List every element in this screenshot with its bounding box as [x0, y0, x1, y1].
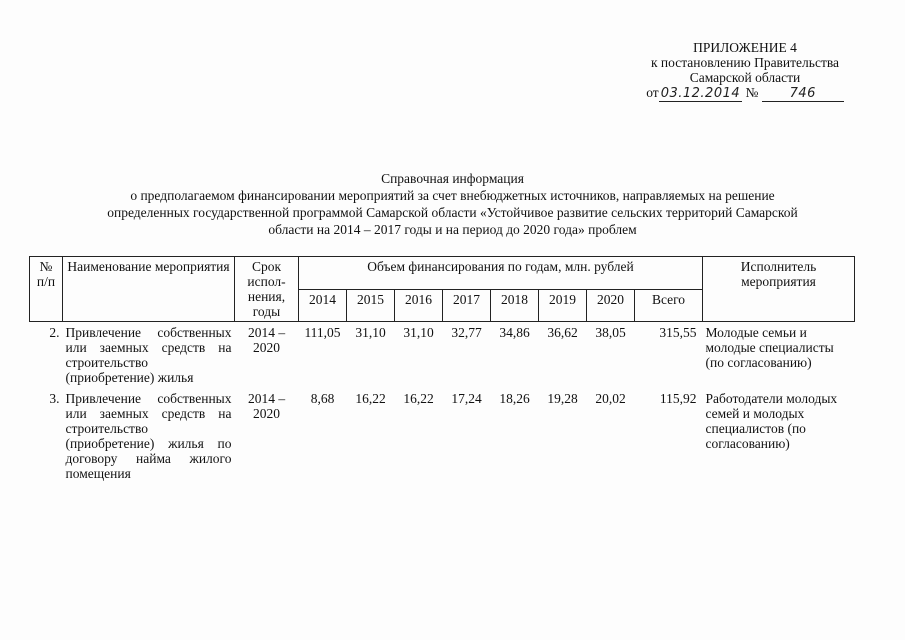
- row-executor: Работодатели молодых семей и молодых специалистов (по согласованию): [705, 391, 838, 451]
- row-period: 2014 – 2020: [247, 391, 286, 421]
- header-year: 2018: [491, 289, 539, 322]
- header-year: 2014: [299, 289, 347, 322]
- row-value: 31,10: [355, 325, 386, 340]
- row-value: 32,77: [451, 325, 482, 340]
- row-value: 8,68: [310, 391, 335, 406]
- number-label: №: [745, 85, 759, 100]
- row-total: 315,55: [659, 325, 697, 340]
- row-value: 18,26: [499, 391, 530, 406]
- row-value: 19,28: [547, 391, 578, 406]
- row-value: 16,22: [355, 391, 386, 406]
- header-name: Наименование мероприятия: [63, 257, 235, 322]
- header-num: № п/п: [30, 257, 63, 322]
- heading-line-2: о предполагаемом финансировании мероприятий за счет внебюджетных источников, направляемых на решение: [130, 188, 775, 203]
- row-name: Привлечение собственных или заемных средств на строительство (приобретение) жилья: [65, 325, 232, 385]
- heading-line-1: Справочная информация: [381, 171, 524, 186]
- appendix-line-resolution: к постановлению Правительства: [650, 55, 840, 70]
- handwritten-date: 03.12.2014: [660, 86, 741, 101]
- row-total: 115,92: [659, 391, 697, 406]
- date-from-label: от: [646, 85, 659, 100]
- header-year: 2017: [443, 289, 491, 322]
- header-financing: Объем финансирования по годам, млн. рублей: [299, 257, 703, 290]
- appendix-title: ПРИЛОЖЕНИЕ 4: [693, 40, 797, 55]
- appendix-block: [600, 40, 890, 102]
- row-value: 111,05: [304, 325, 341, 340]
- row-value: 20,02: [595, 391, 626, 406]
- row-name: Привлечение собственных или заемных средств на строительство (приобретение) жилья по договору найма жилого помещения: [65, 391, 232, 481]
- header-year: 2020: [587, 289, 635, 322]
- heading-line-3: определенных государственной программой Самарской области «Устойчивое развитие сельских территорий Самарской: [107, 205, 798, 220]
- row-period: 2014 – 2020: [247, 325, 286, 355]
- appendix-date-row: [600, 85, 890, 102]
- row-executor: Молодые семьи и молодые специалисты (по согласованию): [705, 325, 834, 370]
- appendix-line-region: Самарской области: [689, 70, 801, 85]
- row-value: 36,62: [547, 325, 578, 340]
- row-value: 16,22: [403, 391, 434, 406]
- row-num: 3.: [49, 391, 60, 406]
- document-heading: [40, 170, 865, 238]
- heading-line-4: области на 2014 – 2017 годы и на период до 2020 года» проблем: [268, 222, 637, 237]
- header-year: 2015: [347, 289, 395, 322]
- row-value: 31,10: [403, 325, 434, 340]
- header-year: 2016: [395, 289, 443, 322]
- handwritten-number: 746: [762, 86, 844, 102]
- table-row: [30, 388, 855, 484]
- header-period: Срок испол-нения, годы: [235, 257, 299, 322]
- row-value: 34,86: [499, 325, 530, 340]
- header-executor: Исполнитель мероприятия: [703, 257, 855, 322]
- row-num: 2.: [49, 325, 60, 340]
- row-value: 38,05: [595, 325, 626, 340]
- table-row: [30, 322, 855, 389]
- header-total: Всего: [635, 289, 703, 322]
- financing-table: [29, 256, 855, 484]
- row-value: 17,24: [451, 391, 482, 406]
- header-year: 2019: [539, 289, 587, 322]
